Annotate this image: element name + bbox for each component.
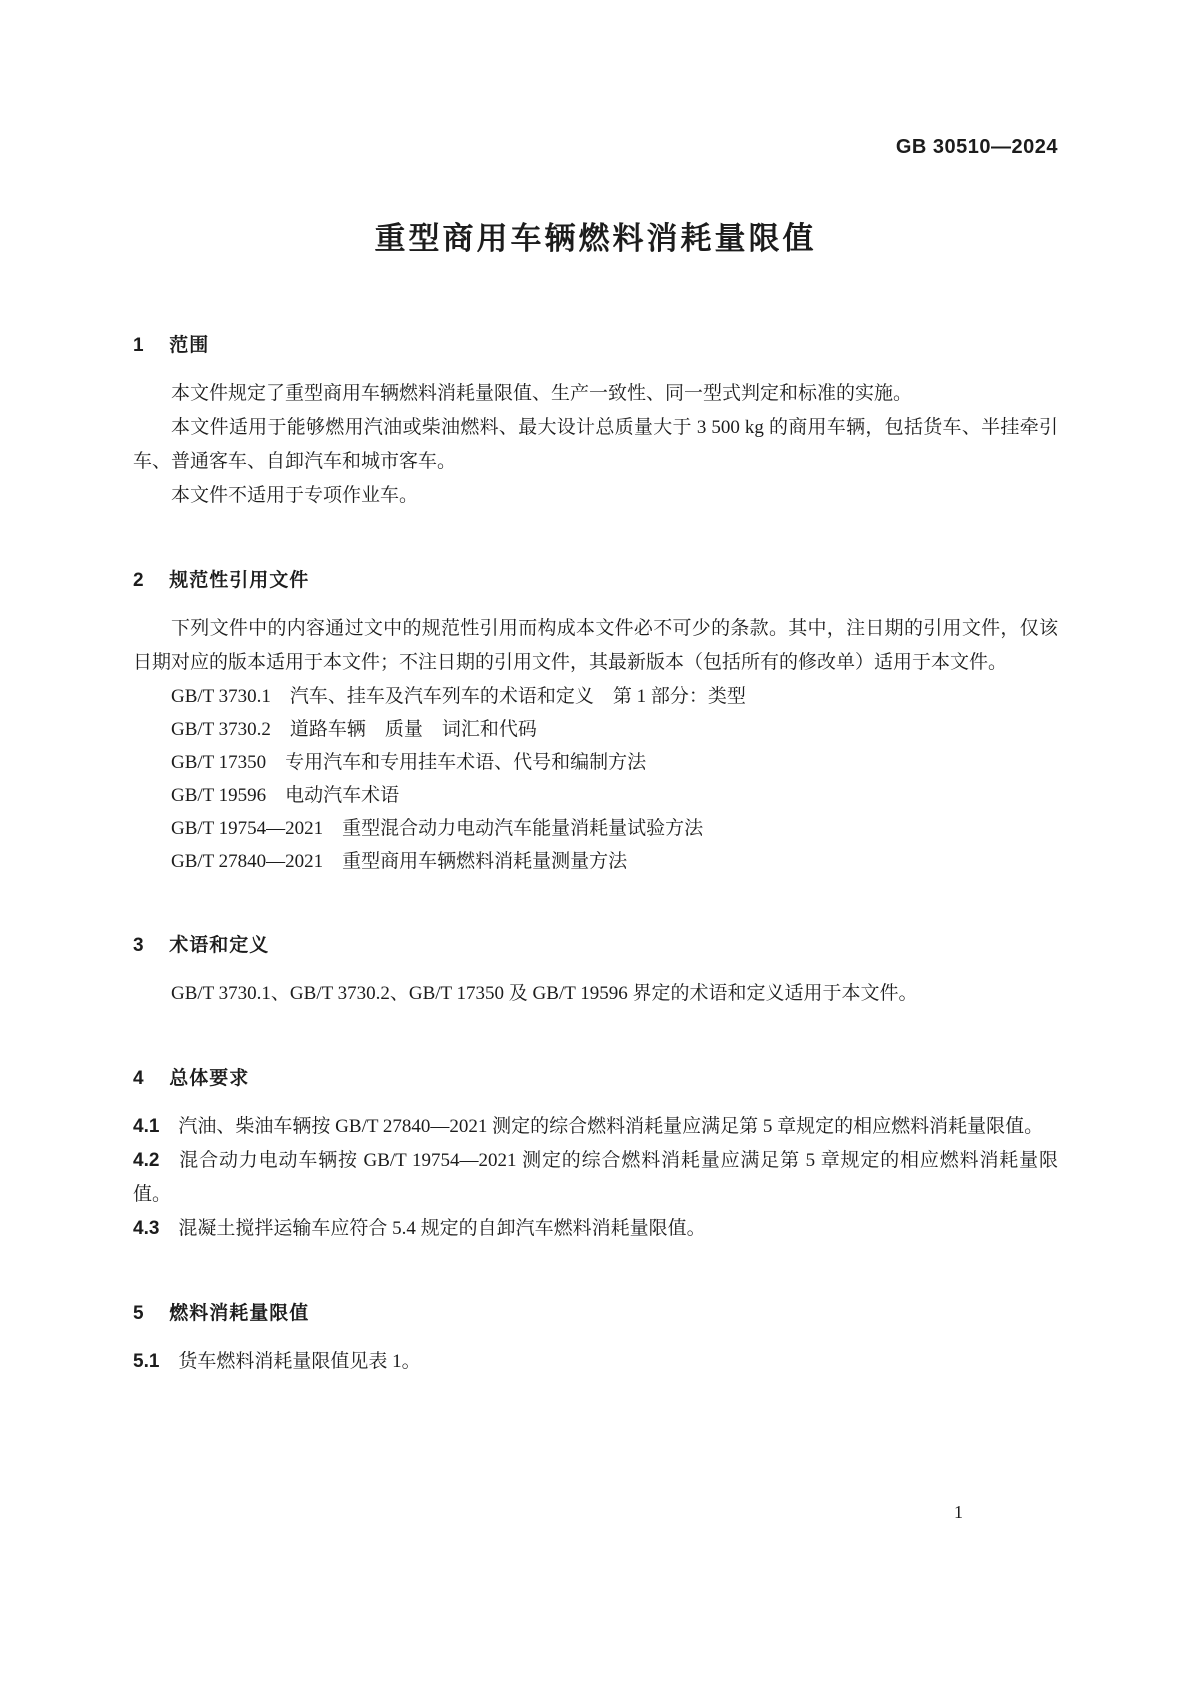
paragraph: 本文件规定了重型商用车辆燃料消耗量限值、生产一致性、同一型式判定和标准的实施。 (171, 383, 913, 404)
section-3-label: 术语和定义 (169, 935, 270, 956)
section-3-heading (133, 930, 1058, 957)
reference-item: GB/T 3730.2 道路车辆 质量 词汇和代码 (171, 719, 537, 740)
section-4-heading (133, 1063, 1058, 1090)
clause-4-2 (133, 1144, 1058, 1212)
standard-number: GB 30510—2024 (895, 136, 1058, 158)
document-title: 重型商用车辆燃料消耗量限值 (374, 221, 817, 256)
section-1-heading (133, 330, 1058, 357)
reference-item: GB/T 19596 电动汽车术语 (171, 785, 400, 806)
page-number: 1 (954, 1502, 963, 1522)
section-4-number: 4 (133, 1068, 144, 1089)
section-4-label: 总体要求 (169, 1068, 250, 1089)
clause-4-1-text: 汽油、柴油车辆按 GB/T 27840—2021 测定的综合燃料消耗量应满足第 5 章规定的相应燃料消耗量限值。 (178, 1116, 1044, 1137)
reference-item: GB/T 19754—2021 重型混合动力电动汽车能量消耗量试验方法 (171, 818, 704, 839)
reference-item: GB/T 27840—2021 重型商用车辆燃料消耗量测量方法 (171, 851, 628, 872)
clause-5-1-number: 5.1 (133, 1351, 160, 1372)
section-5-heading (133, 1298, 1058, 1325)
section-1-number: 1 (133, 335, 144, 356)
section-2-label: 规范性引用文件 (169, 570, 310, 591)
section-2-heading (133, 565, 1058, 592)
clause-4-2-number: 4.2 (133, 1150, 160, 1171)
reference-item: GB/T 3730.1 汽车、挂车及汽车列车的术语和定义 第 1 部分：类型 (171, 686, 746, 707)
clause-4-3-text: 混凝土搅拌运输车应符合 5.4 规定的自卸汽车燃料消耗量限值。 (178, 1218, 706, 1239)
reference-item: GB/T 17350 专用汽车和专用挂车术语、代号和编制方法 (171, 752, 647, 773)
paragraph: 下列文件中的内容通过文中的规范性引用而构成本文件必不可少的条款。其中，注日期的引用文件，仅该日期对应的版本适用于本文件；不注日期的引用文件，其最新版本（包括所有的修改单）适用于本文件。 (133, 618, 1058, 673)
section-1-label: 范围 (169, 335, 210, 356)
clause-4-3-number: 4.3 (133, 1218, 160, 1239)
section-5-label: 燃料消耗量限值 (169, 1303, 310, 1324)
clause-4-1 (133, 1110, 1058, 1144)
section-2-number: 2 (133, 570, 144, 591)
clause-4-1-number: 4.1 (133, 1116, 160, 1137)
clause-5-1 (133, 1345, 1058, 1379)
section-3-number: 3 (133, 935, 144, 956)
page-content (133, 0, 1058, 1379)
clause-4-3 (133, 1212, 1058, 1246)
clause-4-2-text: 混合动力电动车辆按 GB/T 19754—2021 测定的综合燃料消耗量应满足第 5 章规定的相应燃料消耗量限值。 (133, 1150, 1058, 1205)
paragraph: GB/T 3730.1、GB/T 3730.2、GB/T 17350 及 GB/T 19596 界定的术语和定义适用于本文件。 (171, 983, 918, 1004)
paragraph: 本文件适用于能够燃用汽油或柴油燃料、最大设计总质量大于 3 500 kg 的商用车辆，包括货车、半挂牵引车、普通客车、自卸汽车和城市客车。 (133, 417, 1058, 472)
section-5-number: 5 (133, 1303, 144, 1324)
clause-5-1-text: 货车燃料消耗量限值见表 1。 (178, 1351, 421, 1372)
paragraph: 本文件不适用于专项作业车。 (171, 485, 419, 506)
